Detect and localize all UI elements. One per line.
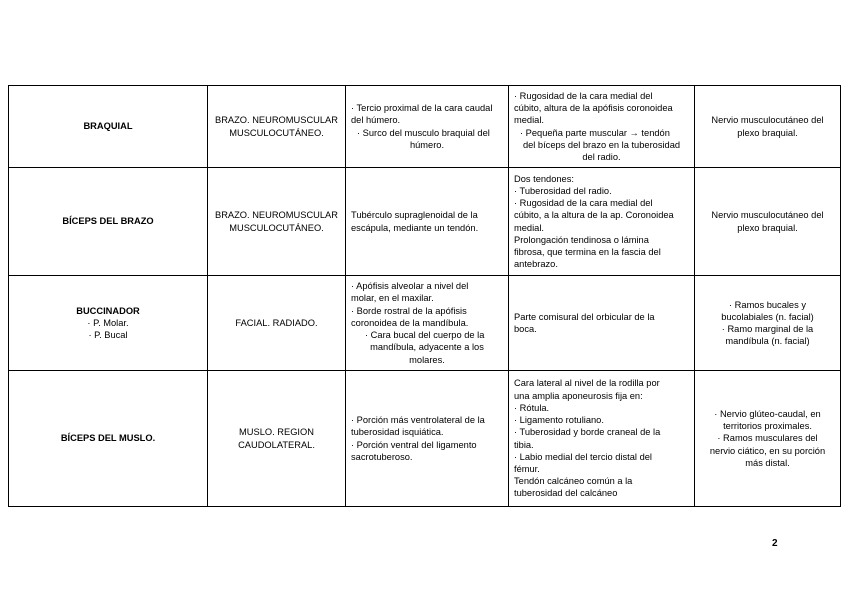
text-line: · Apófisis alveolar a nivel del (351, 281, 469, 292)
text-line: mandíbula (n. facial) (725, 336, 810, 347)
muscle-name: BÍCEPS DEL MUSLO. (60, 433, 156, 444)
text-line: más distal. (745, 457, 790, 468)
text-line: cúbito, altura de la apófisis coronoidea (514, 103, 673, 114)
nerve-cell (695, 168, 841, 276)
text-line: fibrosa, que termina en la fascia del (514, 246, 661, 257)
text-line: · Cara bucal del cuerpo de la (365, 330, 485, 341)
origin-cell (346, 371, 509, 507)
region-cell (208, 371, 346, 507)
text-line: · Nervio glúteo-caudal, en (714, 408, 821, 419)
text-line: mandíbula, adyacente a los (370, 342, 484, 353)
text-line: fémur. (514, 463, 540, 474)
text-line: · Borde rostral de la apófisis (351, 305, 467, 316)
text-line: Prolongación tendinosa o lámina (514, 234, 649, 245)
text-line: · Ramos bucales y (729, 299, 806, 310)
nerve-cell (695, 86, 841, 168)
text-line: Parte comisural del orbicular de la (514, 311, 655, 322)
insertion-cell (509, 86, 695, 168)
text-line: sacrotuberoso. (351, 451, 413, 462)
text-line: plexo braquial. (737, 127, 798, 138)
muscle-table (8, 85, 841, 507)
muscle-name: BÍCEPS DEL BRAZO (62, 216, 154, 227)
muscle-name: BRAQUIAL (83, 121, 133, 132)
muscle-name-cell (9, 86, 208, 168)
text-line: húmero. (409, 139, 445, 150)
text-line: del húmero. (351, 115, 401, 126)
text-line: territorios proximales. (723, 421, 812, 432)
text-line: cúbito, a la altura de la ap. Coronoidea (514, 210, 674, 221)
text-line: CAUDOLATERAL. (238, 439, 315, 450)
text-line: del radio. (582, 151, 621, 162)
text-line: · Pequeña parte muscular → tendón (520, 127, 670, 138)
text-line: · Surco del musculo braquial del (357, 127, 490, 138)
text-line: · Labio medial del tercio distal del (514, 451, 652, 462)
text-line: bucolabiales (n. facial) (721, 311, 814, 322)
text-line: medial. (514, 115, 544, 126)
muscle-part: · P. Bucal (88, 330, 128, 341)
insertion-cell (509, 371, 695, 507)
nerve-cell (695, 371, 841, 507)
text-line: MUSLO. REGION (239, 427, 314, 438)
table-row (9, 371, 841, 507)
text-line: · Ligamento rotuliano. (514, 415, 604, 426)
text-line: una amplia aponeurosis fija en: (514, 390, 643, 401)
text-line: BRAZO. NEUROMUSCULAR (215, 210, 338, 221)
text-line: FACIAL. RADIADO. (235, 317, 318, 328)
table-row (9, 86, 841, 168)
text-line: MUSCULOCUTÁNEO. (229, 127, 324, 138)
text-line: · Ramo marginal de la (721, 324, 814, 334)
text-line: Tubérculo supraglenoidal de la (351, 210, 478, 221)
text-line: · Rótula. (514, 402, 550, 413)
text-line: coronoidea de la mandíbula. (351, 317, 469, 328)
text-line: tibia. (514, 439, 534, 450)
text-line: · Rugosidad de la cara medial del (514, 90, 653, 101)
region-cell (208, 168, 346, 276)
text-line: · Tuberosidad y borde craneal de la (514, 427, 661, 438)
text-line: · Tuberosidad del radio. (514, 185, 612, 196)
muscle-part: · P. Molar. (87, 317, 129, 328)
text-line: BRAZO. NEUROMUSCULAR (215, 115, 338, 126)
text-line: Nervio musculocutáneo del (711, 210, 824, 221)
text-line: escápula, mediante un tendón. (351, 222, 479, 233)
text-line: molares. (409, 354, 445, 365)
text-line: · Ramos musculares del (717, 433, 818, 444)
text-line: antebrazo. (514, 259, 558, 270)
origin-cell (346, 168, 509, 276)
text-line: · Tercio proximal de la cara caudal (351, 103, 493, 114)
text-line: del bíceps del brazo en la tuberosidad (522, 139, 681, 150)
text-line: plexo braquial. (737, 222, 798, 233)
insertion-cell (509, 276, 695, 371)
text-line: · Porción ventral del ligamento (351, 439, 477, 450)
text-line: nervio ciático, en su porción (709, 445, 826, 456)
muscle-name-cell (9, 276, 208, 371)
text-line: molar, en el maxilar. (351, 293, 434, 304)
text-line: Tendón calcáneo común a la (514, 476, 633, 487)
nerve-cell (695, 276, 841, 371)
muscle-name-cell (9, 371, 208, 507)
text-line: Dos tendones: (514, 173, 574, 184)
text-line: · Porción más ventrolateral de la (351, 415, 485, 426)
region-cell (208, 86, 346, 168)
text-line: · Rugosidad de la cara medial del (514, 198, 653, 209)
muscle-name: BUCCINADOR (76, 305, 140, 316)
text-line: tuberosidad isquiática. (351, 427, 444, 438)
text-line: boca. (514, 324, 537, 334)
page-number: 2 (772, 538, 778, 549)
origin-cell (346, 276, 509, 371)
region-cell (208, 276, 346, 371)
insertion-cell (509, 168, 695, 276)
text-line: Nervio musculocutáneo del (711, 115, 824, 126)
text-line: tuberosidad del calcáneo (514, 488, 618, 499)
table-row (9, 276, 841, 371)
muscle-name-cell (9, 168, 208, 276)
table-row (9, 168, 841, 276)
origin-cell (346, 86, 509, 168)
text-line: medial. (514, 222, 544, 233)
text-line: Cara lateral al nivel de la rodilla por (514, 378, 660, 389)
text-line: MUSCULOCUTÁNEO. (229, 222, 324, 233)
